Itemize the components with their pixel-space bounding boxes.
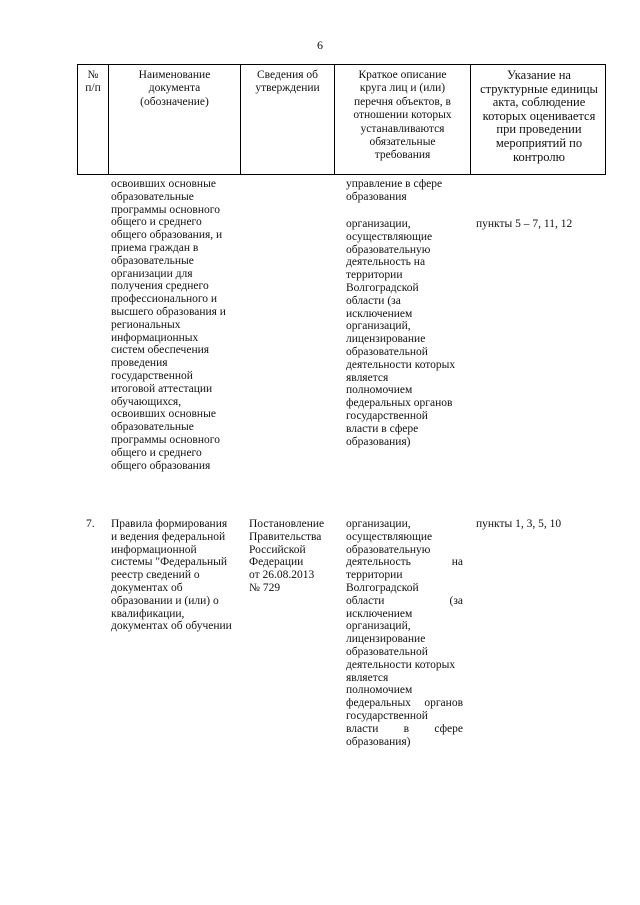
header-num: № п/п xyxy=(85,69,101,95)
continuation-structural-units: пункты 5 – 7, 11, 12 xyxy=(476,218,573,230)
page-number: 6 xyxy=(317,38,323,52)
table-header xyxy=(77,64,606,175)
continuation-description: организации, осуществляющие образовательную деятельность на территории Волгоградской области (за исключением организаций, лицензирование образовательной деятельности которых является полномочием федеральных органов государственной власти в сфере образования) xyxy=(346,218,456,448)
row-7-description: организации, осуществляющие образовательную деятельность на территории Волгоградской области (за исключением организаций, лицензирование образовательной деятельности которых является полномочием федеральных органов государственной власти в сфере образования) xyxy=(346,518,463,748)
row-7-number: 7. xyxy=(86,518,95,530)
row-7-structural-units: пункты 1, 3, 5, 10 xyxy=(476,518,562,530)
continuation-description-top: управление в сфере образования xyxy=(346,178,443,203)
continuation-document-name: освоивших основные образовательные программы основного общего и среднего общего образования, и приема граждан в образовательные организации для получения среднего профессионального и высшего образования и региональных информационных систем обеспечения проведения государственной итоговой аттестации обучающихся, освоивших основные образовательные программы основного общего и среднего общего образования xyxy=(111,178,226,472)
row-7-document-name: Правила формирования и ведения федеральной информационной системы "Федеральный реестр сведений о документах об образовании и (или) о квалификации, документах об обучении xyxy=(111,518,232,633)
header-structural-units: Указание на структурные единицы акта, соблюдение которых оценивается при проведении мероприятий по контролю xyxy=(480,68,598,164)
header-document-name: Наименование документа (обозначение) xyxy=(138,69,211,108)
header-description: Краткое описание круга лиц и (или) перечня объектов, в отношении которых устанавливаются обязательные требования xyxy=(353,69,452,162)
row-7-approval: Постановление Правительства Российской Федерации от 26.08.2013 № 729 xyxy=(249,518,325,594)
header-approval: Сведения об утверждении xyxy=(255,69,320,95)
